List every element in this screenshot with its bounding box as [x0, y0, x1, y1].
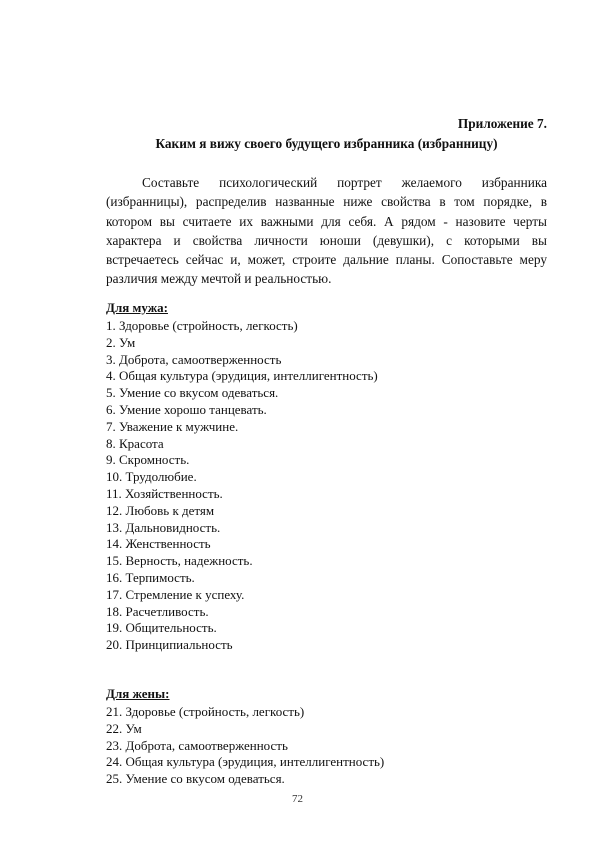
list-item: 25. Умение со вкусом одеваться. [106, 771, 285, 787]
husband-traits-list [106, 318, 547, 654]
list-item: 23. Доброта, самоотверженность [106, 737, 288, 753]
list-item: 22. Ум [106, 720, 142, 736]
instruction-paragraph: Составьте психологический портрет желаемого избранника (избранницы), распределив названные ниже свойства в том порядке, в котором вы считаете их важными для себя. А рядом - назовите черты характера и свойства личности юноши (девушки), с которыми вы встречаетесь сейчас и, может, строите дальние планы. Сопоставьте меру различия между мечтой и реальностью. [106, 175, 547, 287]
list-item: 2. Ум [106, 334, 136, 350]
list-item: 13. Дальновидность. [106, 519, 221, 535]
list-item: 4. Общая культура (эрудиция, интеллигентность) [106, 368, 378, 384]
list-item: 12. Любовь к детям [106, 502, 215, 518]
list-item: 11. Хозяйственность. [106, 485, 223, 501]
list-item: 16. Терпимость. [106, 569, 195, 585]
list-item: 7. Уважение к мужчине. [106, 418, 239, 434]
list-item: 18. Расчетливость. [106, 603, 209, 619]
list-item: 15. Верность, надежность. [106, 553, 253, 569]
wife-section-heading: Для жены: [106, 686, 170, 701]
list-item: 14. Женственность [106, 536, 211, 552]
list-item: 6. Умение хорошо танцевать. [106, 401, 267, 417]
list-item: 10. Трудолюбие. [106, 469, 197, 485]
list-item: 1. Здоровье (стройность, легкость) [106, 318, 298, 333]
wife-traits-list [106, 704, 547, 788]
list-item: 21. Здоровье (стройность, легкость) [106, 704, 305, 719]
husband-section-heading: Для мужа: [106, 300, 168, 315]
page-title: Каким я вижу своего будущего избранника (избранницу) [155, 136, 498, 151]
list-item: 20. Принципиальность [106, 637, 233, 653]
list-item: 8. Красота [106, 435, 164, 451]
appendix-label: Приложение 7. [457, 116, 547, 131]
list-item: 9. Скромность. [106, 452, 190, 468]
list-item: 3. Доброта, самоотверженность [106, 351, 282, 367]
list-item: 17. Стремление к успеху. [106, 586, 245, 602]
list-item: 24. Общая культура (эрудиция, интеллигентность) [106, 754, 385, 770]
list-item: 19. Общительность. [106, 620, 217, 636]
list-item: 5. Умение со вкусом одеваться. [106, 385, 279, 401]
page-number: 72 [292, 793, 303, 805]
